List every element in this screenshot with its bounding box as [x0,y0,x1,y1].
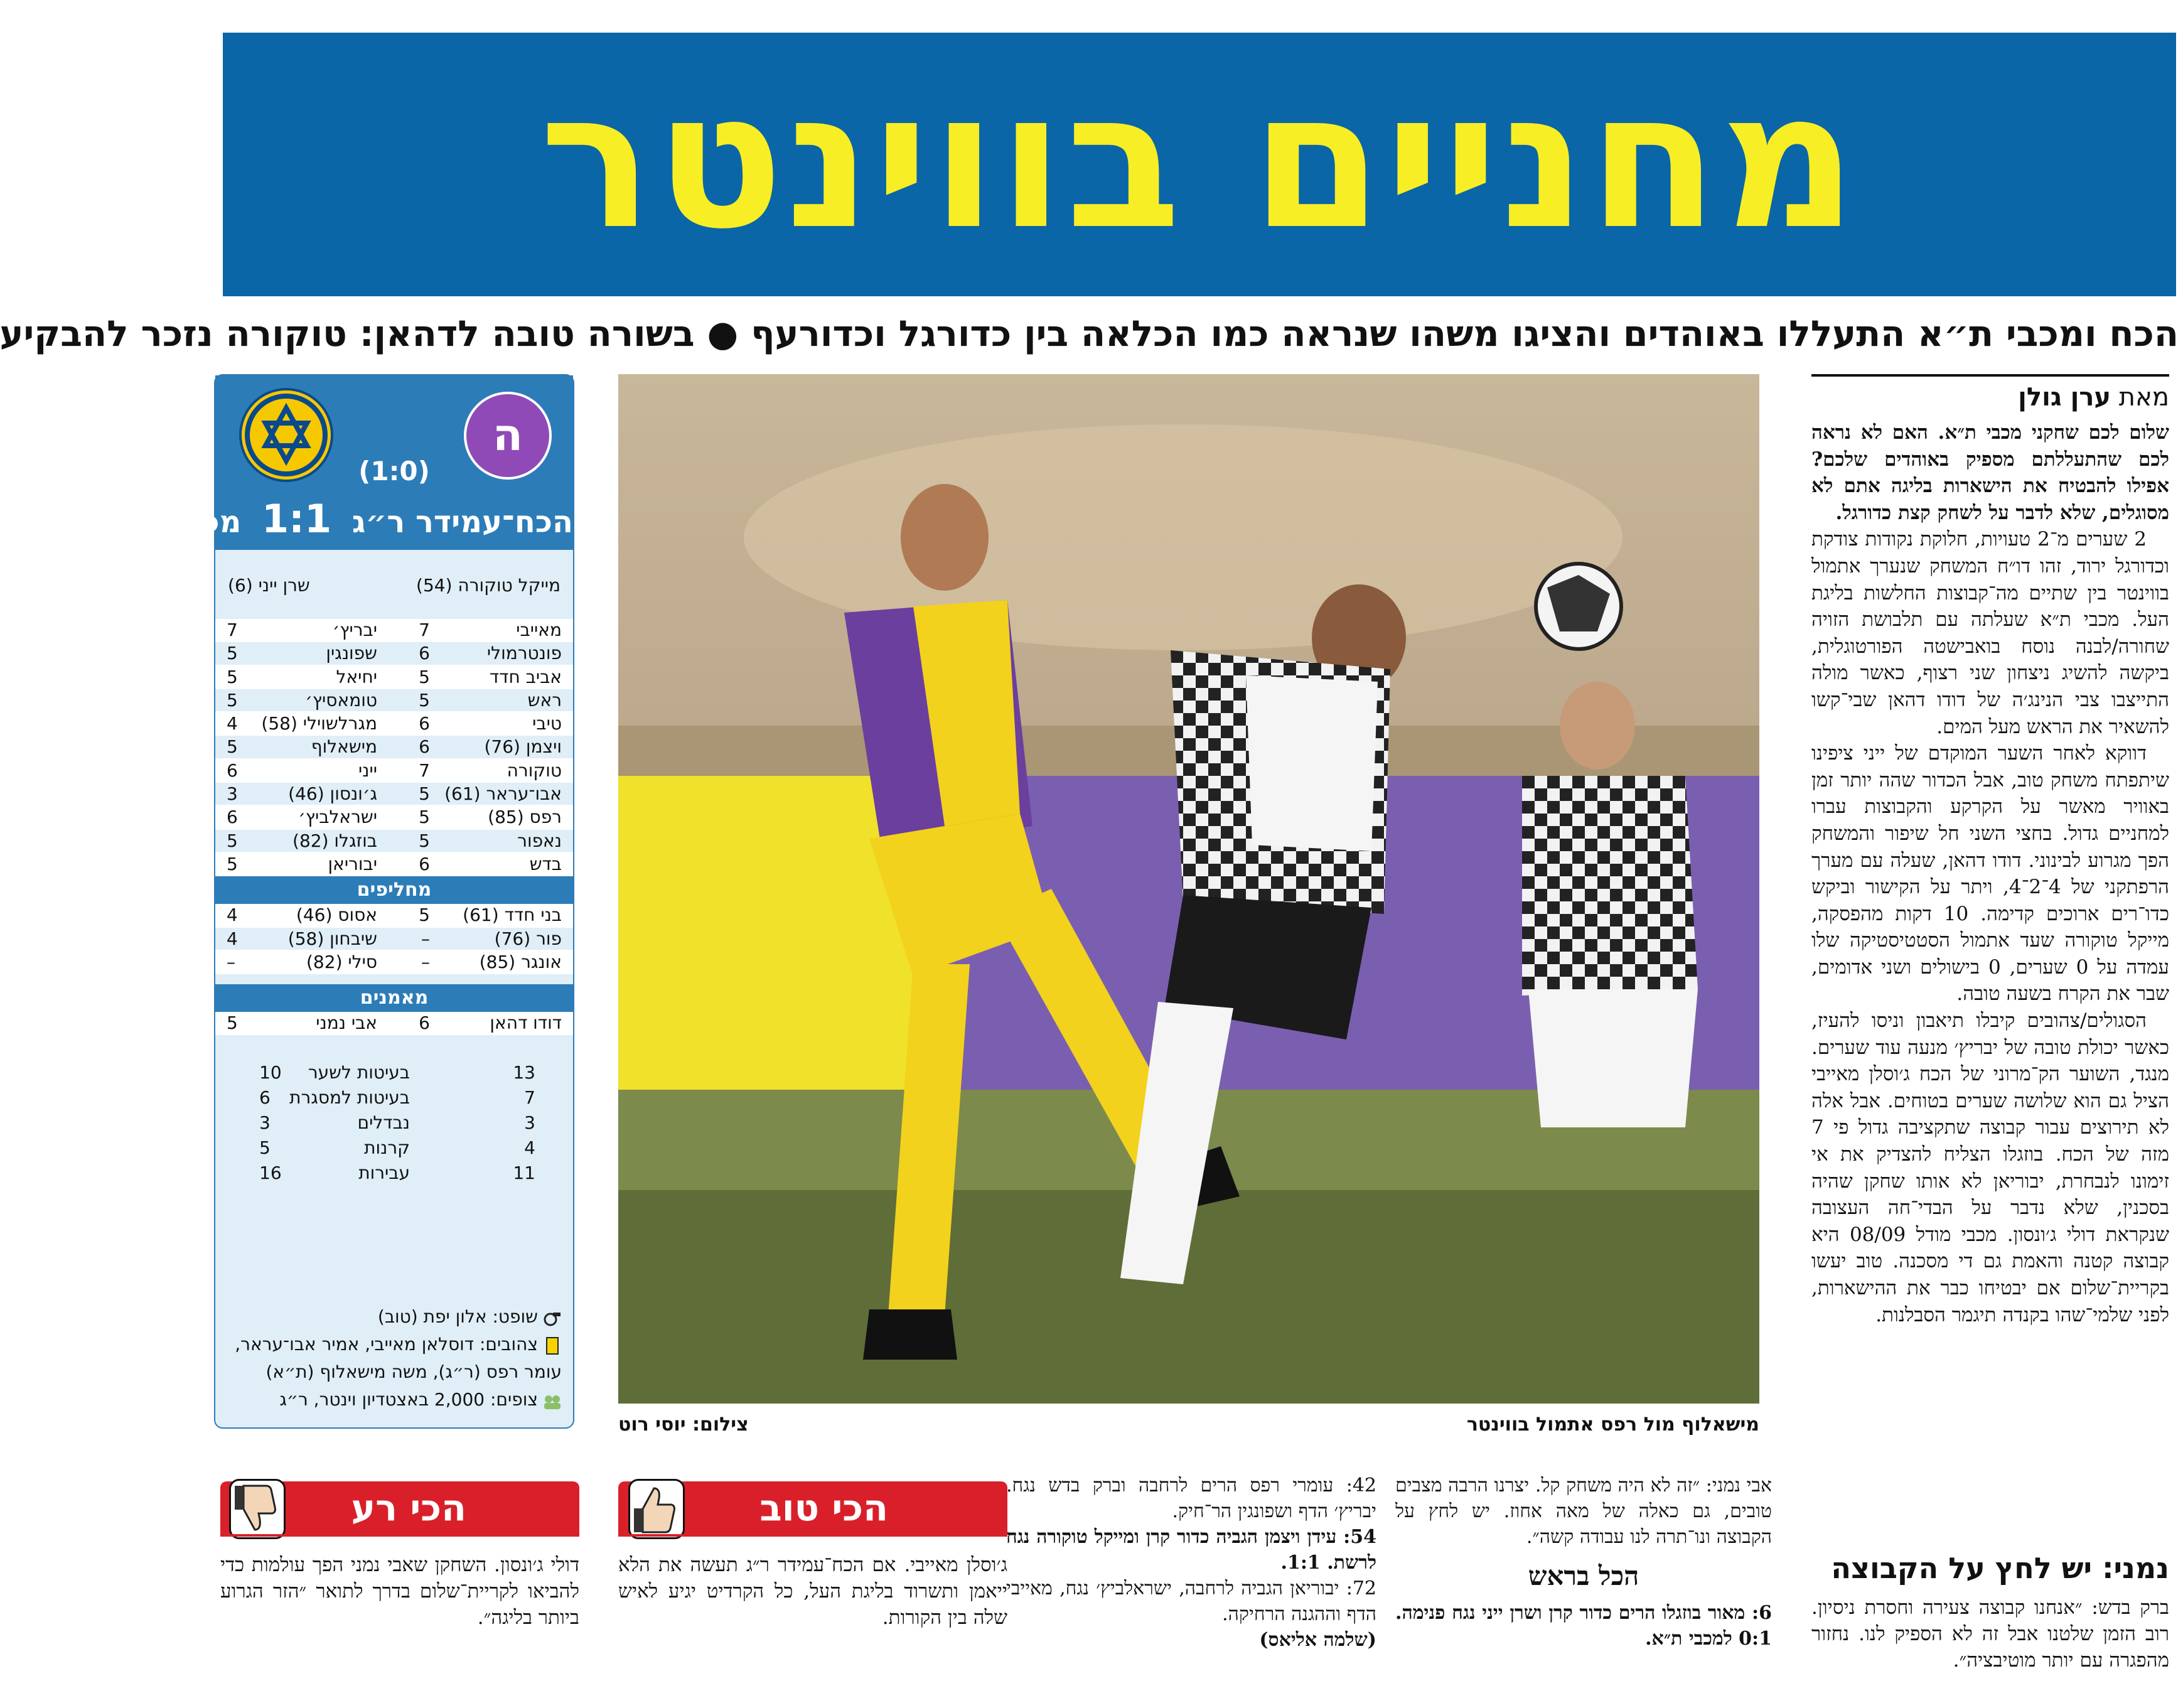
yellow-cards-cont: עומר רפס (ר״ג), משה מישאלוף (ת״א) [266,1362,562,1382]
table-row [215,783,573,806]
article-paragraph: הסגולים/צהובים קיבלו תיאבון וניסו להעיז, כאשר יכולת טובה של יבריץ׳ מנעה עוד שערים. מנגד, השוער הק־מרוני של הכח ג׳וסלן מאייבי הציל גם הוא שלושה שערים בטוחים. אבל אלה לא תירוצים עבור קבוצה שתקציבה גדול פי 7 מזה של הכח. בוזגלו הצליח להצדיק את אי זימונו לנבחרת, יבוריאן לא אותו שחקן שהיה בסכנין, שלא נדבר על הבדי־חה העצובה שנקראת דולי ג׳ונסון. מכבי מודל 08/09 היא קבוצה קטנה והאמת גם די מסכנה. טוב יעשו בקריית־שלום אם יבטיחו כבר את ההישארות, לפני שלמי־שהו בקנדה תיגמר הסבלנות. [1811,1009,2169,1326]
scorers [215,571,573,600]
stat-label: בעיטות למסגרת [289,1087,410,1109]
coaches-section-title: מאמנים [215,984,573,1012]
byline [1811,374,2169,413]
team-stat-row [215,1136,573,1161]
stat-away: 10 [259,1062,282,1083]
halftime-score: (1:0) [358,456,430,486]
stat-away: 16 [259,1163,282,1184]
worst-player-header [220,1481,579,1534]
home-rating: 5 [419,689,430,711]
away-rating: 5 [227,666,238,687]
thumbs-up-icon [628,1479,685,1539]
team-stat-row [215,1161,573,1186]
byline-prefix: מאת [2118,383,2169,412]
home-player: פונטרמולי [486,643,562,664]
goals-credit: (שלמה אליאס) [1259,1629,1376,1651]
yellow-cards-line [223,1331,562,1358]
table-row [215,619,573,642]
home-rating: 7 [419,620,430,640]
subheadline: הכח ומכבי ת״א התעללו באוהדים והציגו משהו שנראה כמו הכלאה בין כדורגל וכדורעף ● בשורה טובה לדהאן: טוקורה נזכר להבקיע [0,313,2179,355]
worst-title: הכי רע [351,1486,466,1529]
best-rule [618,1534,1007,1537]
home-team: הכח־עמידר ר״ג [351,505,573,540]
away-rating: 6 [227,760,238,781]
home-player: מאייבי [516,620,562,640]
home-rating: 6 [419,643,430,664]
away-rating: 6 [227,807,238,828]
stat-away: 6 [259,1087,271,1109]
home-rating: 6 [419,853,430,874]
away-player: ג׳ונסון (46) [288,783,377,805]
stat-home: 4 [524,1137,535,1159]
home-rating: 7 [419,760,430,781]
article-lead: שלום לכם שחקני מכבי ת״א. האם לא נראה לכם שהתעללתם מספיק באוהדים שלכם? אפילו להבטיח את הישארות בליגה אתם לא מסוגלים, שלא לדבר על לשחק קצת כדורגל. [1811,421,2169,524]
yellow-cards: צהובים: דוסלאן מאייבי, אמיר אבו־עראר, [235,1334,538,1355]
home-player: ויצמן (76) [484,736,562,758]
home-rating: 5 [419,830,430,851]
table-row [215,760,573,783]
home-player: ראש [527,689,562,711]
photo-credit: צילום: יוסי רוט [618,1414,749,1436]
away-player: ייני [358,760,377,781]
match-stats-box [100,374,574,1429]
worst-rule [220,1534,579,1537]
away-rating: 5 [227,1012,238,1034]
byline-author: ערן גולן [2018,383,2111,412]
home-player: אביב חדד [489,666,562,687]
home-player: בדש [529,853,562,874]
stat-away: 3 [259,1112,271,1134]
goal-6: 6: מאור בוזגלו הרים כדור קרן ושרן ייני נגח פנימה. 0:1 למכבי ת״א. [1395,1602,1772,1650]
goals-column [1006,1473,1376,1653]
away-player: שפונגין [326,643,377,664]
home-scorer: מייקל טוקורה (54) [416,575,560,596]
away-player: יבריץ׳ [332,620,377,640]
stat-away: 5 [259,1137,271,1159]
stat-label: בעיטות לשער [308,1062,410,1083]
table-row [215,904,573,927]
sub-headline: נמני: יש לחץ על הקבוצה [1831,1551,2169,1585]
away-sub: סילי (82) [306,951,377,972]
away-player: מישאלוף [311,736,377,758]
match-photo [618,374,1759,1404]
away-player: יבוריאן [328,853,377,874]
goals-heading: הכל בראש [1528,1560,1639,1591]
home-rating: 5 [419,807,430,828]
table-row [215,853,573,876]
away-sub: אסוס (46) [296,905,377,926]
away-rating: 4 [227,713,238,734]
headline-banner [223,33,2176,296]
stat-home: 13 [513,1062,535,1083]
yellow-card-icon [543,1336,562,1355]
table-row [215,951,573,974]
away-player: בוזגלו (82) [292,830,377,851]
home-rating: 5 [419,905,430,926]
attendance: צופים: 2,000 באצטדיון וינטר, ר״ג [279,1389,538,1410]
away-player: מגרלשוילי (58) [261,713,377,734]
article-paragraph: 2 שערים מ־2 טעויות, חלוקת נקודות צודקת וכדורגל ירוד, זהו דו״ח המשחק שנערך אתמול בווינטר בין שתיים מה־קבוצות החלשות בליגת העל. מכבי ת״א שעלתה עם תלבושת הזויה שחורה/לבנה נוסח בואבישטה הפורטוגלית, ביקשה להשיג ניצחון שני רצוף, כאשר מולה התייצבו צבי הנינג׳ה של דודו דהאן שבי־קשו להשאיר את הראש מעל המים. [1811,528,2169,738]
final-score: 1:1 [262,496,332,542]
thumbs-down-icon [229,1479,286,1539]
away-rating: 7 [227,620,238,640]
hapoel-ramat-gan-logo-icon: ה [464,392,552,480]
away-scorer: שרן ייני (6) [228,575,310,596]
whistle-icon [543,1308,562,1327]
away-rating: 4 [227,905,238,926]
away-rating: 3 [227,783,238,805]
table-row [215,830,573,853]
home-player: טוקורה [507,760,562,781]
home-sub: בני חדד (61) [463,905,562,926]
crowd-icon [543,1391,562,1410]
match-info [223,1303,562,1414]
home-rating: – [421,928,430,949]
home-player: טיבי [532,713,562,734]
home-coach: דודו דהאן [490,1012,562,1034]
team-stat-row [215,1110,573,1136]
photo-caption: מישאלוף מול רפס אתמול בווינטר [1466,1414,1759,1436]
away-player: טומאסיץ׳ [305,689,377,711]
table-row [215,806,573,829]
away-rating: 5 [227,736,238,758]
stats-header [100,375,573,550]
stat-home: 11 [513,1163,535,1184]
home-player: נאפור [517,830,562,851]
table-row [215,642,573,665]
best-title: הכי טוב [759,1486,888,1529]
home-rating: 5 [419,783,430,805]
article-paragraph: דווקא לאחר השער המוקדם של ייני ציפינו שיתפתח משחק טוב, אבל הכדור שהה יותר זמן באוויר מאשר על הקרקע והקבוצות עברו למחניים גדול. בחצי השני חל שיפור והמשחק הפך מגרוע לבינוני. דודו דהאן, שעלה עם מערך הרפתקני של 4־2־4, ויתר על הקישור וביקש כדו־רים ארוכים קדימה. 10 דקות מהפסקה, מייקל טוקורה שעד אתמול הסטטיסטיקה שלו עמדה על 0 שערים, 0 בישולים ושני אדומים, שבר את הקרח בשעה טובה. [1811,742,2170,1006]
stat-home: 3 [524,1112,535,1134]
article-body [1811,419,2169,1328]
worst-text: דולי ג׳ונסון. השחקן שאבי נמני הפך עולמות כדי להביאו לקריית־שלום בדרך לתואר ״הזר הגרוע ביותר בליגה״. [220,1554,579,1629]
away-rating: 5 [227,830,238,851]
away-sub: שיבחון (58) [287,928,377,949]
away-player: יחיאל [336,666,377,687]
coach-quote: אבי נמני: ״זה לא היה משחק קל. יצרנו הרבה מצבים טובים, גם כאלה של מאה אחוז. יש לחץ על הקבוצה ונו־תרה לנו עבודה קשה״. [1395,1474,1772,1548]
away-rating: – [227,951,235,972]
stat-home: 7 [524,1087,535,1109]
headline: מחניים בווינטר [539,51,1860,271]
referee: שופט: אלון יפת (טוב) [377,1306,538,1327]
away-team: מכבי ת״א [100,505,242,540]
referee-line [223,1303,562,1331]
subs-section-title: מחליפים [215,876,573,904]
away-rating: 4 [227,928,238,949]
table-row [215,689,573,712]
best-text: ג׳וסלן מאייבי. אם הכח־עמידר ר״ג תעשה את הלא ייאמן ותשרוד בליגת העל, כל הקרדיט יגיע לאיש שלה בין הקורות. [618,1554,1007,1629]
stat-label: קרנות [364,1137,410,1159]
home-rating: 6 [419,1012,430,1034]
home-player: אבו־עראר (61) [444,783,562,805]
home-player: רפס (85) [488,807,562,828]
home-sub: אונגר (85) [479,951,562,972]
stat-label: עבירות [358,1163,410,1184]
lineup-table [215,619,573,1186]
away-rating: 5 [227,643,238,664]
stat-label: נבדלים [357,1112,410,1134]
final-score-line [100,496,573,542]
away-rating: 5 [227,853,238,874]
best-player-header [618,1481,1007,1534]
home-sub: פור (76) [494,928,562,949]
table-row [215,928,573,951]
home-rating: 6 [419,713,430,734]
quote-column [1395,1473,1772,1652]
team-stat-row [215,1060,573,1085]
table-row [215,666,573,689]
away-player: ישראלביץ׳ [298,807,377,828]
table-row [215,1012,573,1035]
goal-42: 42: עומרי רפס הרים לרחבה וברק בדש נגח. יבריץ׳ הדף ושפונגין הר־חיק. [1006,1474,1376,1522]
home-rating: 5 [419,666,430,687]
photo-illustration [618,374,1759,1404]
table-row [215,712,573,736]
attendance-line [223,1386,562,1414]
home-rating: – [421,951,430,972]
team-stat-row [215,1085,573,1110]
goal-54: 54: עידן ויצמן הגביה כדור קרן ומייקל טוקורה נגח לרשת. 1:1. [1006,1526,1376,1574]
away-rating: 5 [227,689,238,711]
table-row [215,736,573,759]
sub-article: ברק בדש: ״אנחנו קבוצה צעירה וחסרת ניסיון. רוב הזמן שלטנו אבל זה לא הספיק לנו. נחזור מהפגרה עם יותר מוטיבציה״. [1811,1596,2169,1672]
away-coach: אבי נמני [316,1012,377,1034]
goal-72: 72: יבוריאן הגביה לרחבה, ישראלביץ׳ נגח, מאייבי הדף וההגנה הרחיקה. [1006,1577,1376,1625]
home-rating: 6 [419,736,430,758]
